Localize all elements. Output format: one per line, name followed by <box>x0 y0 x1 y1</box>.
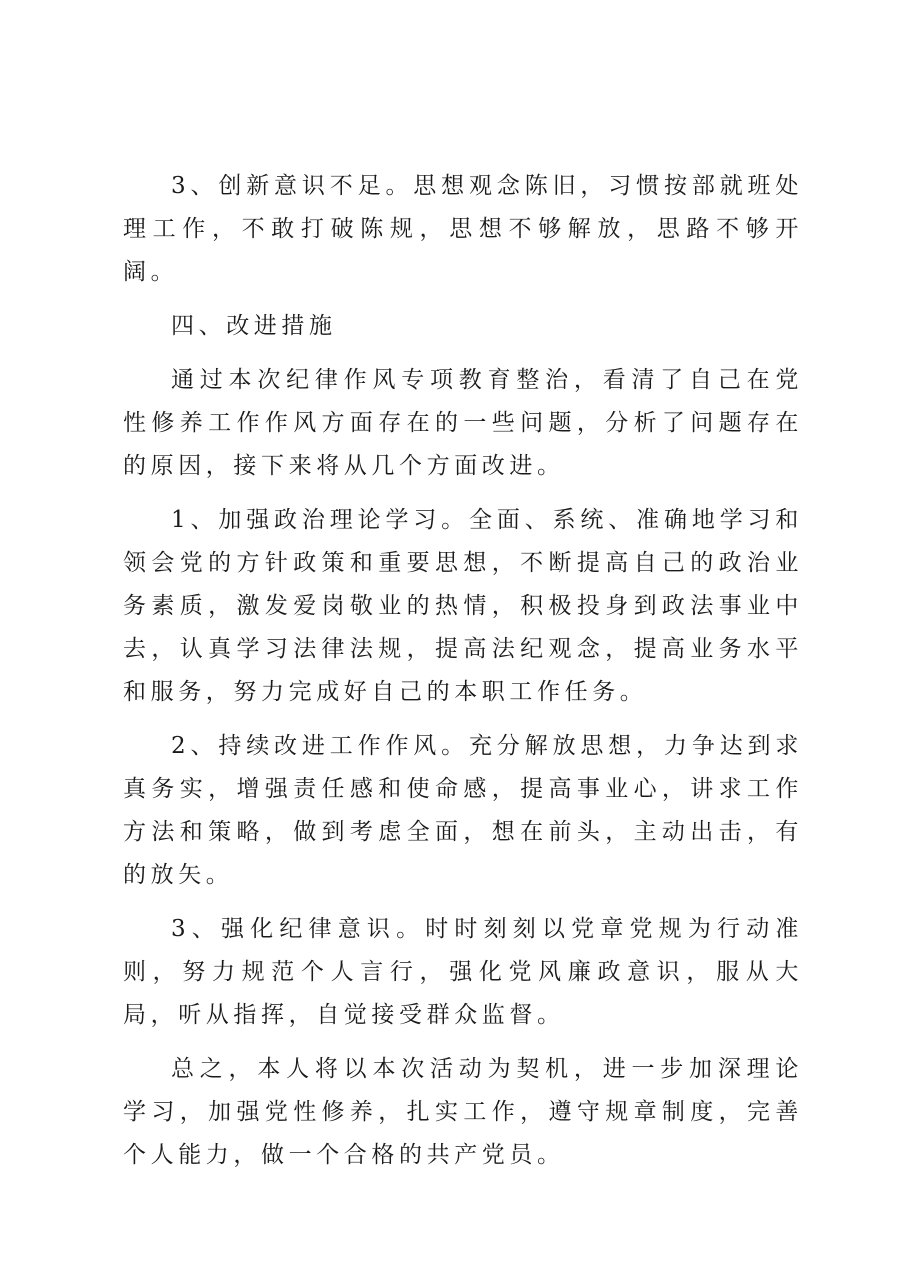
paragraph-discipline-awareness: 3、强化纪律意识。时时刻刻以党章党规为行动准则，努力规范个人言行，强化党风廉政意识，服从大局，听从指挥，自觉接受群众监督。 <box>123 916 803 1028</box>
paragraph-work-style-improvement: 2、持续改进工作作风。充分解放思想，力争达到求真务实，增强责任感和使命感，提高事业心，讲求工作方法和策略，做到考虑全面，想在前头，主动出击，有的放矢。 <box>123 733 803 888</box>
section-heading-improvement-measures: 四、改进措施 <box>171 313 337 339</box>
paragraph-conclusion: 总之，本人将以本次活动为契机，进一步加深理论学习，加强党性修养，扎实工作，遵守规章制度，完善个人能力，做一个合格的共产党员。 <box>123 1056 803 1168</box>
document-body <box>123 165 803 1188</box>
paragraph-innovation-awareness: 3、创新意识不足。思想观念陈旧，习惯按部就班处理工作，不敢打破陈规，思想不够解放，思路不够开阔。 <box>123 173 803 285</box>
paragraph-political-theory-study: 1、加强政治理论学习。全面、系统、准确地学习和领会党的方针政策和重要思想，不断提高自己的政治业务素质，激发爱岗敬业的热情，积极投身到政法事业中去，认真学习法律法规，提高法纪观念，提高业务水平和服务，努力完成好自己的本职工作任务。 <box>123 507 803 705</box>
paragraph-introduction: 通过本次纪律作风专项教育整治，看清了自己在党性修养工作作风方面存在的一些问题，分析了问题存在的原因，接下来将从几个方面改进。 <box>123 367 803 479</box>
